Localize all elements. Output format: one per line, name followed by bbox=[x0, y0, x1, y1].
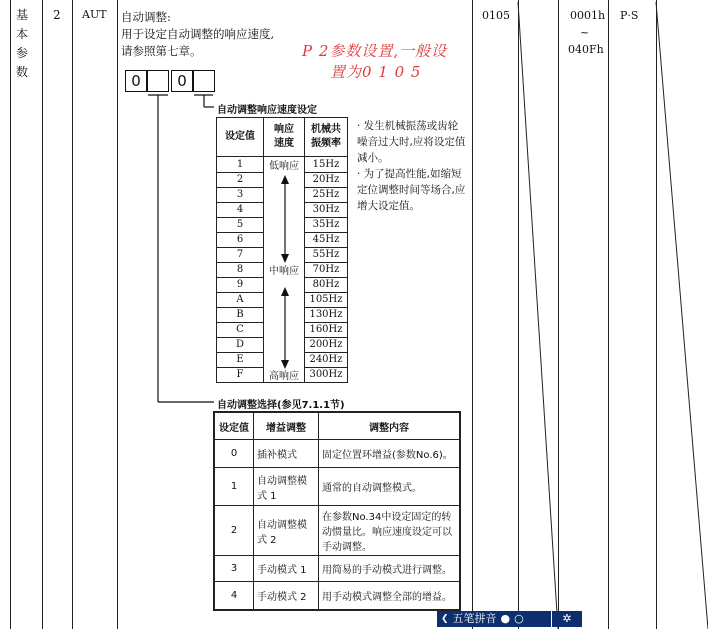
header-setting: 设定值 bbox=[217, 118, 264, 157]
digit-box: 0 bbox=[171, 70, 193, 92]
table-row bbox=[214, 556, 460, 582]
table-row bbox=[214, 468, 460, 506]
frequency-value: 240Hz bbox=[305, 352, 348, 367]
frequency-value: 35Hz bbox=[305, 217, 348, 232]
frequency-value: 25Hz bbox=[305, 187, 348, 202]
header-gain: 增益调整 bbox=[254, 412, 319, 440]
table-row bbox=[214, 582, 460, 610]
adjust-content: 固定位置环增益(参数No.6)。 bbox=[319, 440, 461, 468]
table-row bbox=[214, 440, 460, 468]
chevron-icon[interactable]: ❮ bbox=[441, 614, 449, 624]
param-desc-1: 用于设定自动调整的响应速度, bbox=[121, 27, 275, 41]
mode-table bbox=[213, 411, 461, 611]
setting-value: C bbox=[217, 322, 264, 337]
param-desc-2: 请参照第七章。 bbox=[121, 44, 202, 58]
gain-mode: 手动模式 2 bbox=[254, 582, 319, 610]
setting-value: 1 bbox=[217, 157, 264, 173]
setting-value: B bbox=[217, 307, 264, 322]
frequency-value: 45Hz bbox=[305, 232, 348, 247]
mode-table-label: 自动调整选择(参见7.1.1节) bbox=[217, 400, 345, 411]
param-number: 2 bbox=[53, 8, 61, 22]
frequency-value: 105Hz bbox=[305, 292, 348, 307]
dot-icon: ○ bbox=[514, 612, 524, 625]
setting-value: 7 bbox=[217, 247, 264, 262]
range-to: 040Fh bbox=[568, 43, 604, 56]
setting-value: 0 bbox=[214, 440, 254, 468]
gain-mode: 插补模式 bbox=[254, 440, 319, 468]
speed-cell: 低响应 bbox=[264, 157, 305, 173]
range-from: 0001h bbox=[570, 9, 606, 22]
frequency-value: 20Hz bbox=[305, 172, 348, 187]
gain-mode: 自动调整模式 2 bbox=[254, 506, 319, 556]
adjust-content: 通常的自动调整模式。 bbox=[319, 468, 461, 506]
setting-value: 4 bbox=[214, 582, 254, 610]
initial-value: 0105 bbox=[482, 9, 510, 22]
setting-value: 8 bbox=[217, 262, 264, 277]
setting-value: D bbox=[217, 337, 264, 352]
header-speed: 响应 速度 bbox=[264, 118, 305, 157]
frequency-value: 130Hz bbox=[305, 307, 348, 322]
range-separator: ~ bbox=[580, 26, 590, 39]
setting-value: 4 bbox=[217, 202, 264, 217]
frequency-value: 30Hz bbox=[305, 202, 348, 217]
moon-icon[interactable]: ● bbox=[500, 612, 511, 625]
header-content: 调整内容 bbox=[319, 412, 461, 440]
setting-value: F bbox=[217, 367, 264, 383]
arrow-down-icon bbox=[281, 254, 289, 263]
adjust-content: 在参数No.34中设定固定的转动惯量比。响应速度设定可以手动调整。 bbox=[319, 506, 461, 556]
arrow-down-icon bbox=[281, 360, 289, 369]
ime-label: 五笔拼音 bbox=[452, 612, 497, 625]
setting-value: 6 bbox=[217, 232, 264, 247]
mode-table-body bbox=[214, 440, 460, 610]
frequency-value: 200Hz bbox=[305, 337, 348, 352]
header-setting: 设定值 bbox=[214, 412, 254, 440]
response-notes bbox=[357, 118, 467, 214]
param-symbol: AUT bbox=[82, 8, 107, 21]
setting-value: 5 bbox=[217, 217, 264, 232]
ime-toolbar[interactable] bbox=[437, 611, 551, 627]
frequency-value: 15Hz bbox=[305, 157, 348, 173]
setting-value: 3 bbox=[217, 187, 264, 202]
frequency-value: 80Hz bbox=[305, 277, 348, 292]
setting-value: A bbox=[217, 292, 264, 307]
setting-value: 9 bbox=[217, 277, 264, 292]
header-freq: 机械共 振频率 bbox=[305, 118, 348, 157]
arrow-up-icon bbox=[281, 175, 289, 184]
gear-icon[interactable]: ✲ bbox=[552, 611, 582, 627]
speed-arrows bbox=[262, 170, 308, 385]
setting-value: 1 bbox=[214, 468, 254, 506]
frequency-value: 70Hz bbox=[305, 262, 348, 277]
control-mode: P·S bbox=[620, 9, 639, 22]
handwritten-note-line-2: 置为0 1 0 5 bbox=[330, 63, 422, 81]
gain-mode: 手动模式 1 bbox=[254, 556, 319, 582]
setting-value: 2 bbox=[217, 172, 264, 187]
gain-mode: 自动调整模式 1 bbox=[254, 468, 319, 506]
param-name: 自动调整: bbox=[121, 10, 171, 24]
handwritten-note-line-1: P 2参数设置,一般设 bbox=[302, 42, 448, 60]
setting-value: 3 bbox=[214, 556, 254, 582]
setting-value: E bbox=[217, 352, 264, 367]
note-1: · 发生机械振荡或齿轮噪音过大时,应将设定值减小。 bbox=[357, 120, 466, 164]
arrow-up-icon bbox=[281, 287, 289, 296]
frequency-value: 55Hz bbox=[305, 247, 348, 262]
speed-cell: 高响应 bbox=[264, 367, 305, 383]
setting-value: 2 bbox=[214, 506, 254, 556]
adjust-content: 用简易的手动模式进行调整。 bbox=[319, 556, 461, 582]
speed-cell: 中响应 bbox=[264, 262, 305, 277]
frequency-value: 300Hz bbox=[305, 367, 348, 383]
note-2: · 为了提高性能,如缩短定位调整时间等场合,应增大设定值。 bbox=[357, 168, 466, 212]
table-row bbox=[214, 506, 460, 556]
response-table-label: 自动调整响应速度设定 bbox=[217, 105, 317, 116]
digit-box: 0 bbox=[125, 70, 147, 92]
adjust-content: 用手动模式调整全部的增益。 bbox=[319, 582, 461, 610]
category-label: 基 本 参 数 bbox=[15, 8, 28, 79]
frequency-value: 160Hz bbox=[305, 322, 348, 337]
